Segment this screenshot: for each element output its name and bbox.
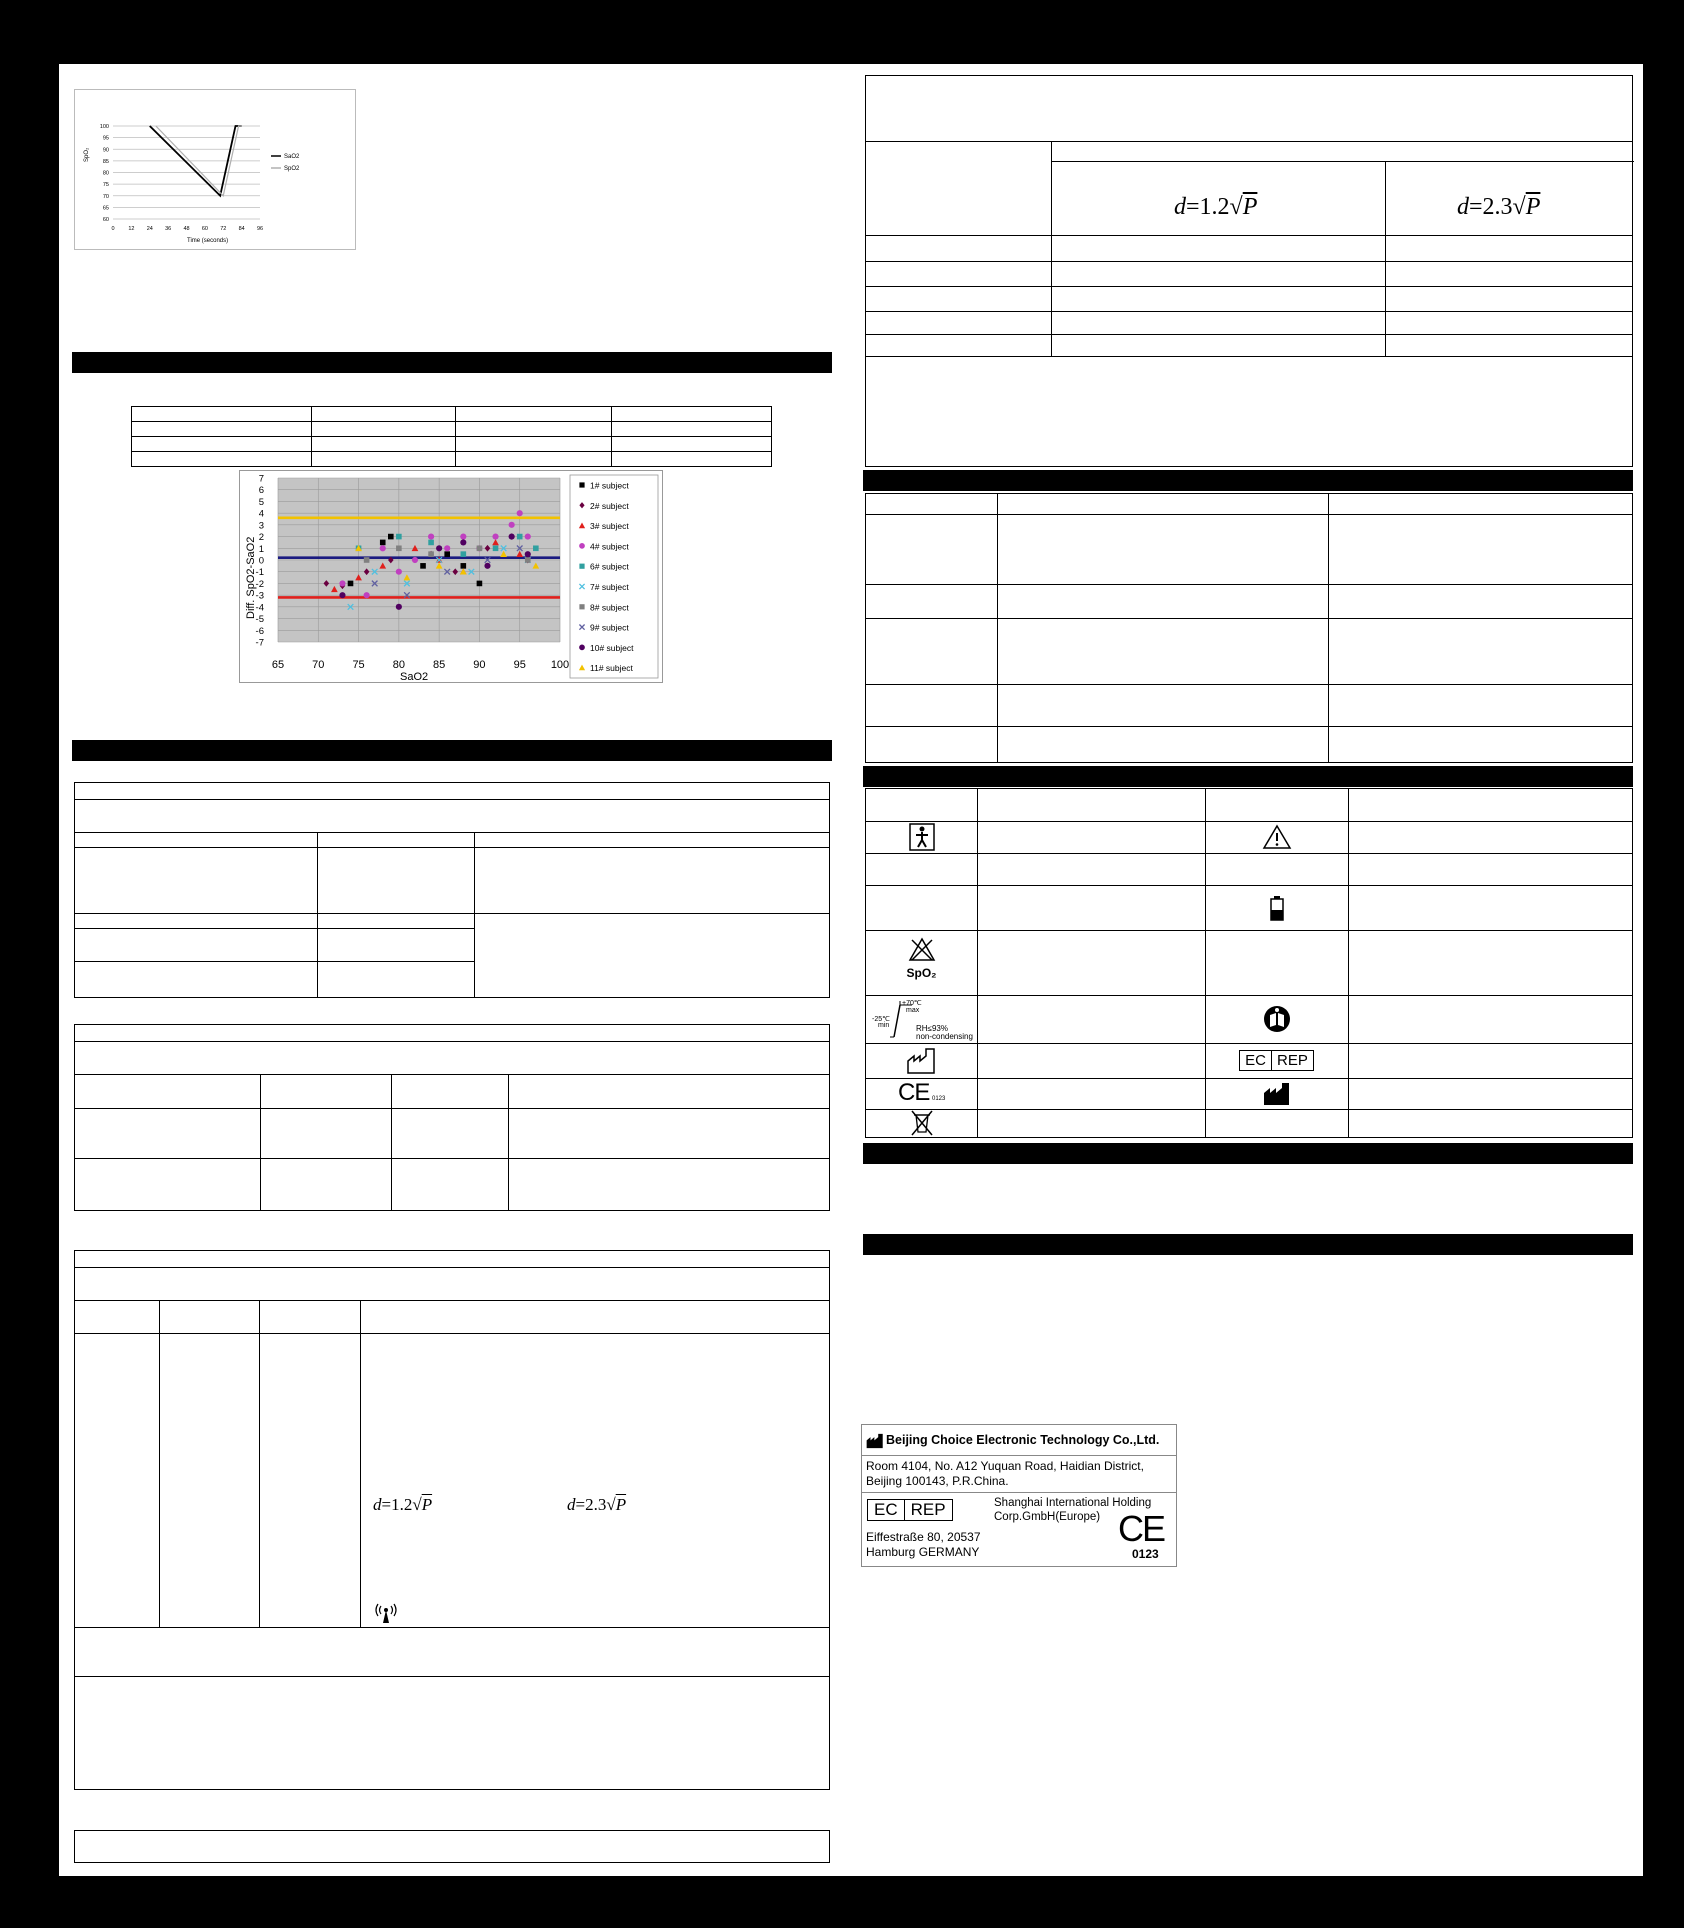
divider xyxy=(1051,141,1052,356)
formula-variable: d xyxy=(1174,194,1186,220)
formula-power: P xyxy=(615,1495,627,1514)
chart2-ytick-label: 4 xyxy=(258,508,264,520)
divider xyxy=(866,311,1632,312)
chart1-ytick-label: 75 xyxy=(102,182,109,189)
divider xyxy=(977,789,978,1137)
section-bar-specifications xyxy=(72,740,832,761)
table-cell xyxy=(612,437,772,452)
chart2-ytick-label: -3 xyxy=(255,590,264,602)
chart2-data-point xyxy=(364,592,370,598)
chart2-data-point xyxy=(380,545,386,551)
divider xyxy=(75,928,474,929)
divider xyxy=(866,684,1632,685)
chart2-ylabel: Diff. SpO2-SaO2 xyxy=(245,536,257,619)
rep-label: REP xyxy=(1277,1052,1308,1069)
table-cell xyxy=(456,452,612,467)
chart2-data-point xyxy=(436,545,442,551)
chart1-legend-label: SpO2 xyxy=(284,166,300,172)
symbols-table xyxy=(865,788,1633,1138)
table-cell xyxy=(132,407,312,422)
divider xyxy=(866,514,1632,515)
chart2-data-point xyxy=(396,569,402,575)
ec-label: EC xyxy=(1240,1051,1272,1070)
distance-formula-2 xyxy=(567,1495,626,1515)
divider xyxy=(159,1300,160,1627)
chart2-ytick-label: 1 xyxy=(258,543,264,555)
footnote-box xyxy=(74,1830,830,1863)
divider xyxy=(360,1300,361,1627)
radical-sign: √ xyxy=(606,1495,616,1514)
rep-name-1: Shanghai International Holding xyxy=(994,1497,1152,1509)
chart2-ytick-label: -1 xyxy=(255,567,264,579)
chart2-data-point xyxy=(525,557,531,563)
divider xyxy=(866,930,1632,931)
chart2-data-point xyxy=(525,533,531,539)
table-cell xyxy=(612,407,772,422)
chart2-data-point xyxy=(444,545,450,551)
chart2-data-point xyxy=(412,557,418,563)
spec-table-b xyxy=(74,1024,830,1211)
chart2-data-point xyxy=(380,540,386,546)
distance-table xyxy=(865,75,1633,467)
section-bar-warranty xyxy=(863,1143,1633,1164)
table-cell xyxy=(456,407,612,422)
desaturation-chart-svg xyxy=(75,90,355,249)
ce-number: 0123 xyxy=(1132,1547,1159,1561)
formula-coefficient: =1.2 xyxy=(381,1495,413,1514)
chart1-xtick-label: 72 xyxy=(220,226,227,232)
divider xyxy=(75,913,829,914)
section-bar-troubleshooting xyxy=(863,470,1633,491)
chart2-data-point xyxy=(509,533,515,539)
chart1-xtick-label: 24 xyxy=(146,226,153,232)
chart2-xtick-label: 70 xyxy=(312,659,325,671)
chart2-legend-label: 4# subject xyxy=(590,541,629,552)
distance-formula-header-2 xyxy=(1457,194,1540,221)
table-cell xyxy=(612,452,772,467)
temp-max-label: max xyxy=(906,1007,920,1014)
low-battery-icon xyxy=(1205,885,1348,930)
table-cell xyxy=(132,437,312,452)
chart1-legend xyxy=(271,154,300,172)
divider xyxy=(866,618,1632,619)
humidity-note: non-condensing xyxy=(916,1032,973,1041)
section-bar-symbols xyxy=(863,766,1633,787)
chart2-data-point xyxy=(517,534,523,540)
divider xyxy=(75,1676,829,1677)
divider xyxy=(75,961,474,962)
ce-number: 0123 xyxy=(932,1096,946,1102)
address-line-2: Beijing 100143, P.R.China. xyxy=(866,1474,1009,1488)
table-cell xyxy=(132,422,312,437)
temp-min: -25℃ xyxy=(872,1016,890,1023)
chart1-ytick-label: 100 xyxy=(99,124,109,130)
table-cell xyxy=(312,452,456,467)
rep-label: REP xyxy=(910,1500,946,1519)
temperature-humidity-limit-icon xyxy=(866,995,977,1043)
weee-disposal-icon xyxy=(866,1109,977,1137)
divider xyxy=(75,832,829,833)
chart2-data-point xyxy=(533,545,539,551)
manufacturer-icon xyxy=(866,1433,884,1449)
formula-power: P xyxy=(1242,194,1258,220)
chart2-data-point xyxy=(461,551,467,557)
chart2-data-point xyxy=(420,563,426,569)
formula-variable: d xyxy=(1457,194,1469,220)
chart1-xtick-label: 96 xyxy=(256,226,264,232)
divider xyxy=(1328,494,1329,762)
rep-address-1: Eiffestraße 80, 20537 xyxy=(866,1530,981,1544)
address-row xyxy=(862,1456,1176,1493)
divider xyxy=(866,334,1632,335)
table-cell xyxy=(132,452,312,467)
table-cell xyxy=(312,422,456,437)
chart2-legend-label: 3# subject xyxy=(590,521,629,532)
warning-icon xyxy=(1205,821,1348,853)
chart2-data-point xyxy=(396,534,402,540)
chart1-xtick-label: 36 xyxy=(165,226,172,232)
divider xyxy=(260,1074,261,1211)
address-line-1: Room 4104, No. A12 Yuquan Road, Haidian District, xyxy=(866,1459,1144,1473)
chart1-ytick-label: 90 xyxy=(102,147,109,154)
divider xyxy=(75,1108,829,1109)
chart1-ytick-label: 80 xyxy=(102,170,109,177)
manual-page xyxy=(59,64,1643,1876)
chart2-ytick-label: -4 xyxy=(255,602,264,614)
chart2-legend-marker xyxy=(579,645,585,651)
chart2-ytick-label: -2 xyxy=(255,578,264,590)
divider xyxy=(866,356,1632,357)
manufacturer-icon xyxy=(1205,1078,1348,1109)
chart2-xtick-label: 65 xyxy=(271,659,285,671)
chart1-ytick-label: 95 xyxy=(102,135,109,142)
chart2-legend-marker xyxy=(579,564,584,569)
chart2-legend-marker xyxy=(579,604,584,609)
chart2-ytick-label: 3 xyxy=(258,520,264,532)
chart2-legend-label: 7# subject xyxy=(590,582,629,592)
divider xyxy=(1051,161,1634,162)
chart2-ytick-label: 5 xyxy=(258,496,264,508)
chart2-data-point xyxy=(388,534,394,540)
chart1-xlabel: Time (seconds) xyxy=(187,238,229,244)
distance-formula-1 xyxy=(373,1495,432,1515)
bland-altman-chart xyxy=(239,470,663,683)
chart1-xtick-label: 84 xyxy=(238,226,245,232)
chart2-ytick-label: 0 xyxy=(258,555,264,567)
rep-address-2: Hamburg GERMANY xyxy=(866,1545,980,1559)
emc-table xyxy=(74,1250,830,1790)
chart2-data-point xyxy=(428,551,434,557)
table-cell xyxy=(456,437,612,452)
date-of-manufacture-icon xyxy=(866,1043,977,1078)
chart2-legend-label: 10# subject xyxy=(590,642,634,653)
company-row xyxy=(862,1425,1176,1456)
troubleshooting-table xyxy=(865,493,1633,763)
no-spo2-alarm-icon xyxy=(866,930,977,995)
chart2-data-point xyxy=(348,581,354,587)
chart2-xtick-label: 80 xyxy=(392,659,405,671)
divider xyxy=(866,286,1632,287)
formula-coefficient: =1.2 xyxy=(1186,194,1230,220)
chart1-xtick-label: 48 xyxy=(183,226,190,232)
temp-max: +70℃ xyxy=(902,1000,922,1007)
chart1-ytick-label: 65 xyxy=(102,205,109,212)
radical-sign: √ xyxy=(1229,194,1243,220)
company-name: Beijing Choice Electronic Technology Co.,Ltd. xyxy=(886,1433,1160,1447)
spo2-label: SpO₂ xyxy=(906,966,937,980)
divider xyxy=(75,1627,829,1628)
ec-rep-box xyxy=(867,1499,953,1521)
follow-instructions-icon xyxy=(1205,995,1348,1043)
manufacturer-label-card xyxy=(861,1424,1177,1567)
chart2-ytick-label: -7 xyxy=(255,637,264,649)
non-ionizing-radiation-icon xyxy=(373,1603,399,1625)
table-cell xyxy=(312,437,456,452)
section-bar-accuracy xyxy=(72,352,832,373)
divider xyxy=(75,1041,829,1042)
divider xyxy=(75,1267,829,1268)
chart2-data-point xyxy=(460,539,466,545)
divider xyxy=(474,832,475,998)
chart2-ytick-label: 2 xyxy=(258,532,264,544)
temp-min-label: min xyxy=(878,1022,890,1029)
chart1-xtick-label: 60 xyxy=(201,226,208,232)
chart2-legend-label: 2# subject xyxy=(590,500,629,511)
chart2-xtick-label: 85 xyxy=(433,659,446,671)
section-bar-manufacturer xyxy=(863,1234,1633,1255)
chart2-legend-label: 11# subject xyxy=(590,663,633,674)
chart2-xtick-label: 95 xyxy=(513,659,526,671)
ce-label: CE xyxy=(898,1079,930,1106)
chart2-data-point xyxy=(460,533,466,539)
chart2-ytick-label: 6 xyxy=(258,485,264,497)
divider xyxy=(259,1300,260,1627)
chart2-data-point xyxy=(396,545,402,551)
divider xyxy=(391,1074,392,1211)
ec-rep-icon xyxy=(1205,1043,1348,1078)
chart2-data-point xyxy=(339,592,345,598)
divider xyxy=(997,494,998,762)
type-bf-applied-part-icon xyxy=(866,821,977,853)
chart2-data-point xyxy=(428,533,434,539)
radical-sign: √ xyxy=(412,1495,422,1514)
chart2-data-point xyxy=(493,545,499,551)
chart2-legend-label: 8# subject xyxy=(590,602,629,613)
chart2-data-point xyxy=(509,522,515,528)
chart2-legend-label: 9# subject xyxy=(590,622,629,633)
chart1-ytick-label: 60 xyxy=(102,217,109,223)
chart2-data-point xyxy=(444,551,450,557)
formula-power: P xyxy=(1525,194,1541,220)
table-cell xyxy=(612,422,772,437)
chart2-data-point xyxy=(477,545,483,551)
chart2-legend-marker xyxy=(579,543,585,549)
divider xyxy=(866,141,1632,142)
chart2-legend-label: 1# subject xyxy=(590,480,629,491)
chart2-data-point xyxy=(339,580,345,586)
rep-name-2: Corp.GmbH(Europe) xyxy=(994,1511,1101,1523)
chart2-data-point xyxy=(396,604,402,610)
distance-formula-header-1 xyxy=(1174,194,1257,221)
chart2-data-point xyxy=(461,563,467,569)
divider xyxy=(75,1300,829,1301)
desaturation-chart xyxy=(74,89,356,250)
table-cell xyxy=(312,407,456,422)
chart2-xtick-label: 90 xyxy=(473,659,486,671)
radical-sign: √ xyxy=(1512,194,1526,220)
chart2-data-point xyxy=(525,551,531,557)
ec-label: EC xyxy=(868,1500,905,1520)
chart2-xlabel: SaO2 xyxy=(400,671,429,682)
chart1-ytick-label: 85 xyxy=(102,158,109,165)
formula-power: P xyxy=(421,1495,433,1514)
chart2-ytick-label: -6 xyxy=(255,625,264,637)
chart2-legend-marker xyxy=(579,482,584,487)
accuracy-table xyxy=(131,406,772,467)
formula-variable: d xyxy=(373,1495,382,1514)
bland-altman-chart-svg xyxy=(240,471,662,682)
divider xyxy=(1348,789,1349,1137)
chart1-ylabel: SpO₂ xyxy=(84,147,90,162)
formula-coefficient: =2.3 xyxy=(1469,194,1513,220)
chart2-ytick-label: -5 xyxy=(255,614,264,626)
formula-coefficient: =2.3 xyxy=(575,1495,607,1514)
divider xyxy=(866,1109,1632,1110)
divider xyxy=(75,799,829,800)
divider xyxy=(317,832,318,998)
divider xyxy=(866,853,1632,854)
divider xyxy=(508,1074,509,1211)
divider xyxy=(866,235,1632,236)
chart2-data-point xyxy=(364,557,370,563)
chart2-data-point xyxy=(428,540,434,546)
chart1-xtick-label: 0 xyxy=(111,226,115,232)
ce-mark: CE xyxy=(1118,1508,1165,1549)
humidity-limit: RH≤93% xyxy=(916,1024,948,1033)
divider xyxy=(75,1074,829,1075)
chart2-data-point xyxy=(517,510,523,516)
divider xyxy=(866,726,1632,727)
chart1-legend-label: SaO2 xyxy=(284,154,300,160)
chart1-ytick-label: 70 xyxy=(102,193,109,200)
chart2-ytick-label: 7 xyxy=(258,473,264,485)
divider xyxy=(866,261,1632,262)
ce-mark-icon xyxy=(866,1078,977,1109)
spec-table-a xyxy=(74,782,830,998)
chart2-xtick-label: 75 xyxy=(352,659,365,671)
chart2-xtick-label: 100 xyxy=(550,659,570,671)
chart2-data-point xyxy=(484,563,490,569)
divider xyxy=(75,1158,829,1159)
table-cell xyxy=(456,422,612,437)
divider xyxy=(75,1333,829,1334)
divider xyxy=(866,584,1632,585)
formula-variable: d xyxy=(567,1495,576,1514)
chart2-legend-label: 6# subject xyxy=(590,561,629,572)
divider xyxy=(1385,161,1386,356)
chart2-data-point xyxy=(492,533,498,539)
chart1-xtick-label: 12 xyxy=(128,226,135,232)
chart2-data-point xyxy=(477,581,483,587)
divider xyxy=(75,847,829,848)
